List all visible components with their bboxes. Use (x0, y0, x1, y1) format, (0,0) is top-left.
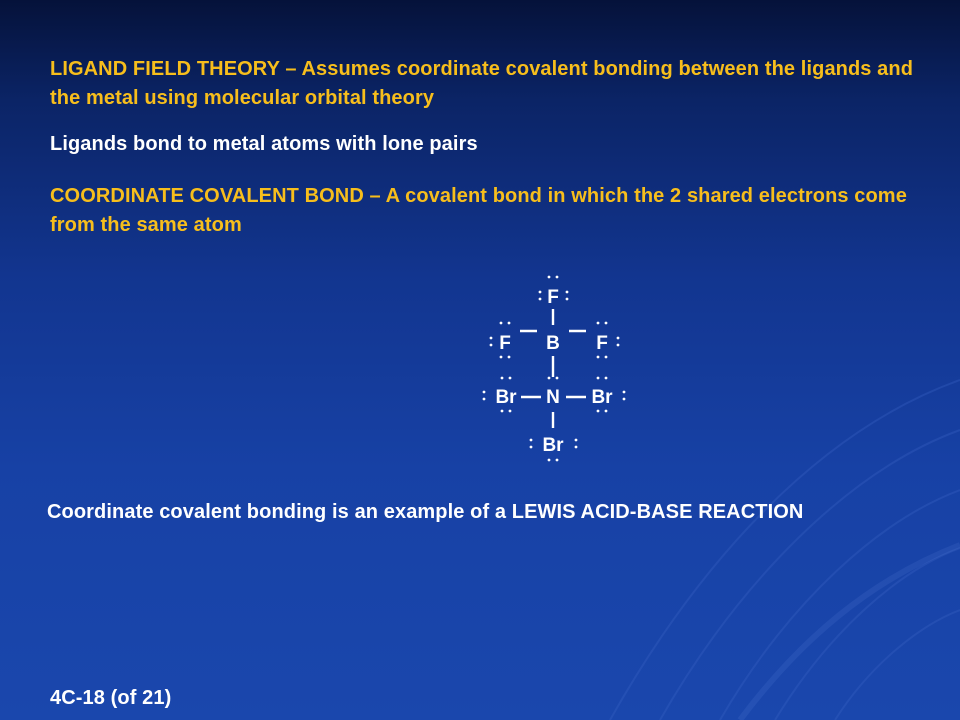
atom-br-bottom: Br (542, 435, 564, 456)
ligands-statement: Ligands bond to metal atoms with lone pairs (50, 133, 478, 155)
ligand-field-theory-heading: LIGAND FIELD THEORY – Assumes coordinate covalent bonding between the ligands and the metal using molecular orbital theory (50, 58, 914, 109)
coordinate-covalent-bond-definition: COORDINATE COVALENT BOND – A covalent bond in which the 2 shared electrons come from the same atom (50, 185, 907, 236)
atom-boron: B (546, 333, 560, 354)
atom-br-right: Br (591, 387, 613, 408)
atom-br-left: Br (495, 387, 517, 408)
atom-f-left: F (499, 333, 511, 354)
atom-f-right: F (596, 333, 608, 354)
atom-nitrogen: N (546, 387, 560, 408)
atom-f-top: F (547, 287, 559, 308)
lewis-acid-base-statement: Coordinate covalent bonding is an example of a LEWIS ACID-BASE REACTION (47, 501, 804, 523)
slide-number: 4C-18 (of 21) (50, 687, 172, 709)
